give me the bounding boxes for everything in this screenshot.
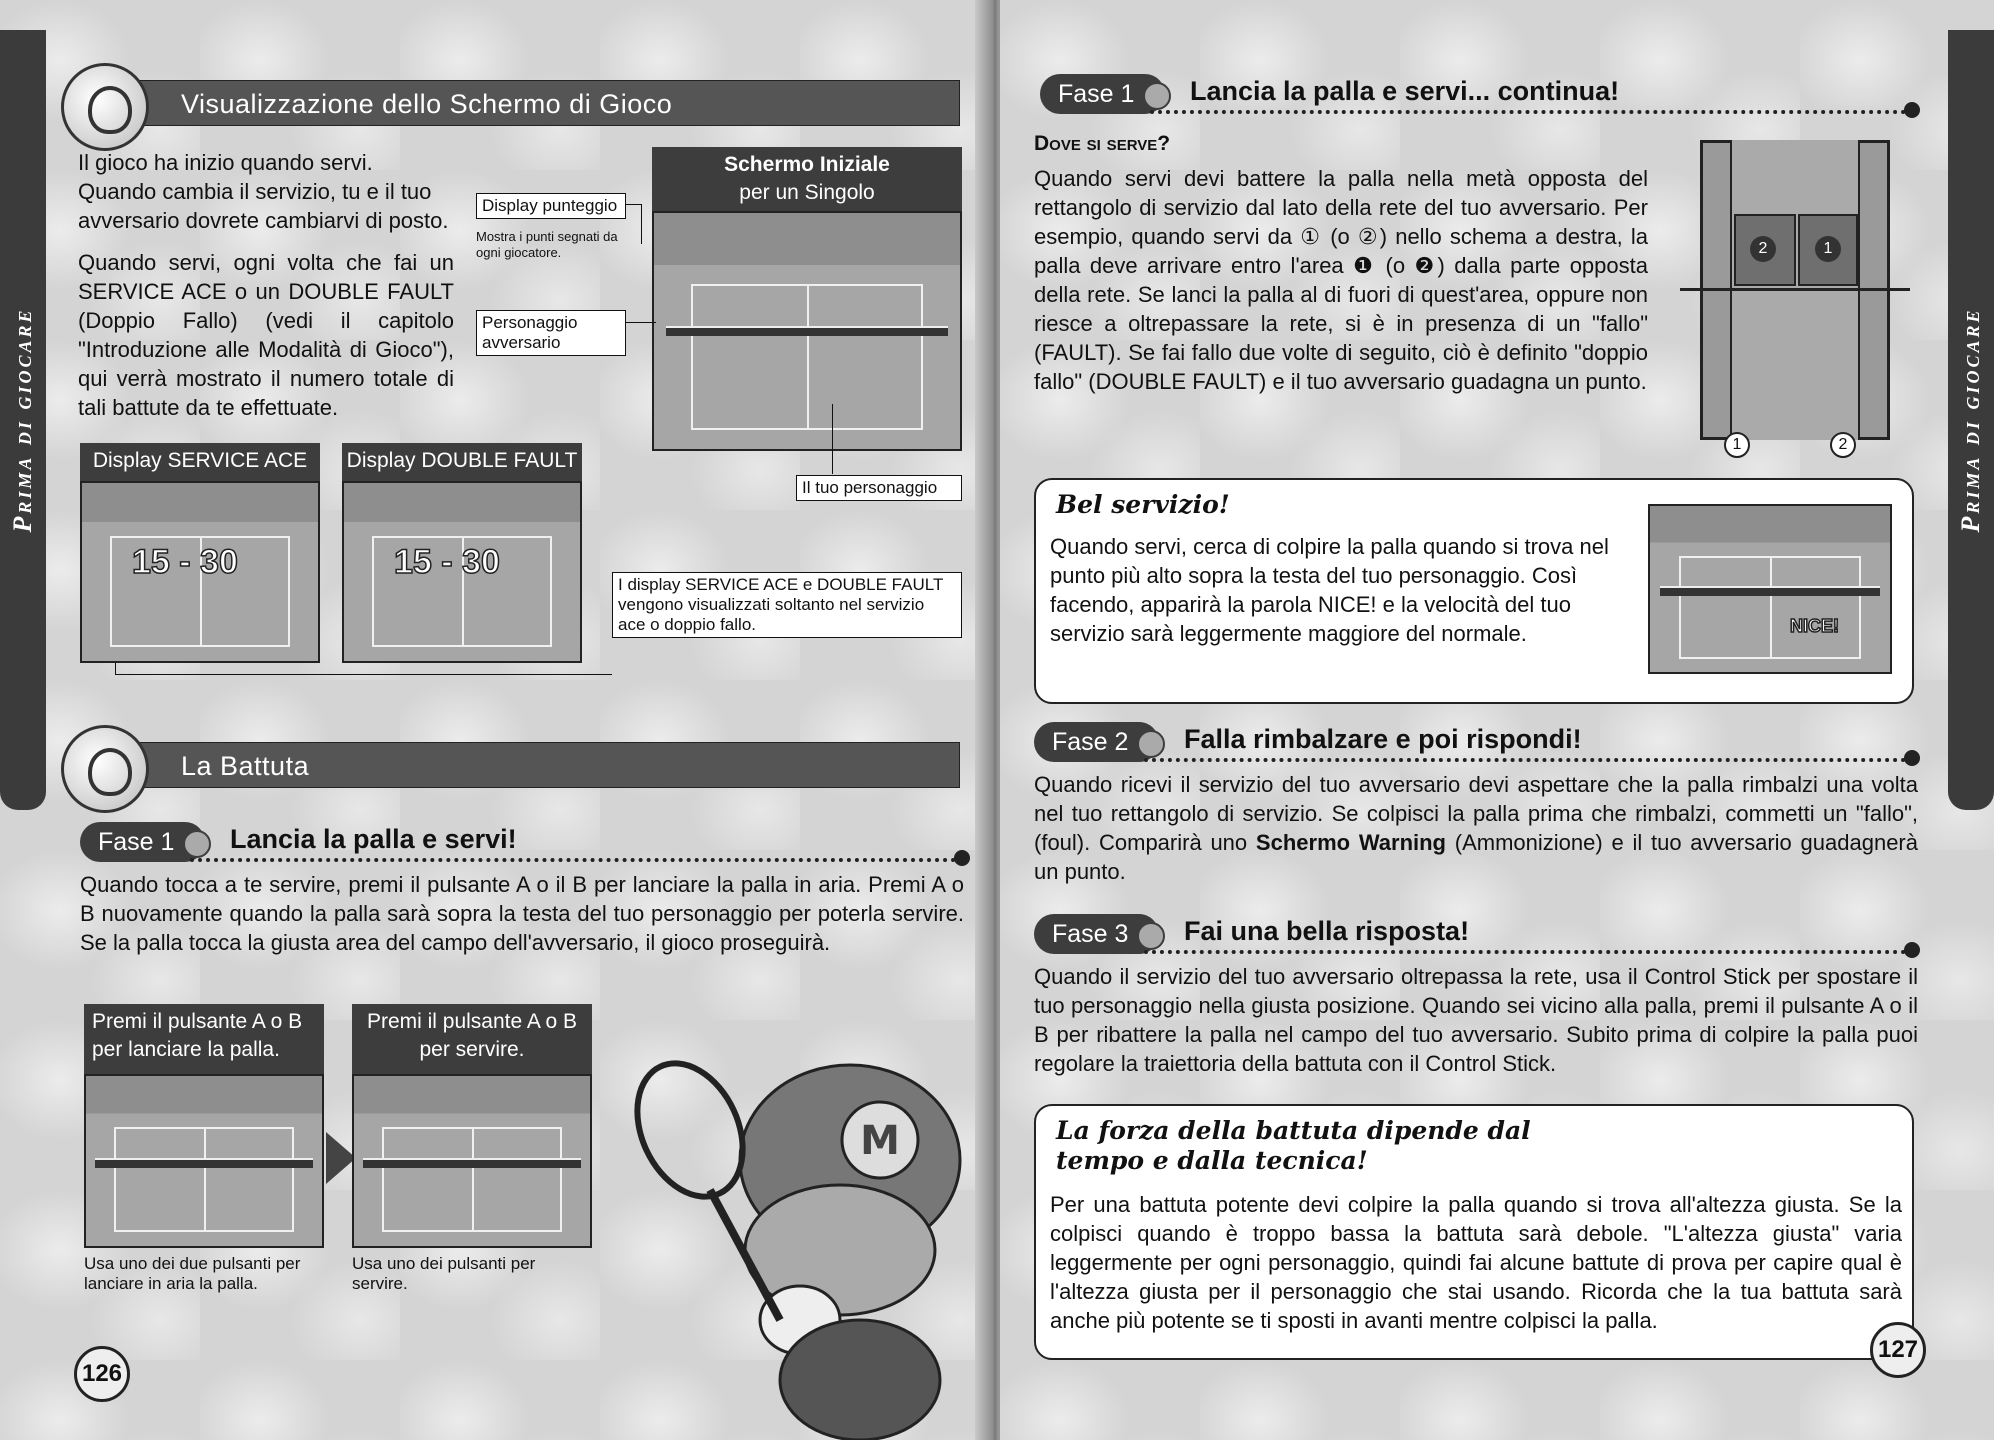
- side-tab-label: Prima di giocare: [8, 307, 37, 533]
- dotted-divider: [1144, 758, 1906, 762]
- shot2-caption: Usa uno dei pulsanti per servire.: [352, 1254, 536, 1293]
- diagram-pos-1-marker: 1: [1724, 432, 1750, 458]
- fase1-row-right: [1040, 74, 1920, 118]
- where-serve-heading: Dove si serve?: [1034, 132, 1171, 155]
- tennis-net: [666, 326, 948, 336]
- diagram-net-line: [1680, 288, 1910, 291]
- shot1-caption: Usa uno dei due pulsanti per lanciare in aria la palla.: [84, 1254, 301, 1293]
- page-number-right: 127: [1870, 1322, 1926, 1378]
- right-page: [1000, 0, 1994, 1440]
- court-lines: [114, 1127, 293, 1232]
- fase3-paragraph: Quando il servizio del tuo avversario oltrepassa la rete, usa il Control Stick per spostare il tuo personaggio nella giusta posizione. Quando sei vicino alla palla, premi il pulsante A o il B per ribattere la palla nel campo del tuo avversario. Subito prima di colpire la palla puoi regolare la traiettoria della battuta con il Control Stick.: [1034, 964, 1918, 1076]
- court-lines: [691, 284, 924, 430]
- baby-mario-illustration: [630, 1020, 975, 1440]
- intro-paragraph: Il gioco ha inizio quando servi. Quando cambia il servizio, tu e il tuo avversario dovrete cambiarvi di posto.: [78, 150, 449, 233]
- fase2-text-a: Quando ricevi il servizio del tuo avversario devi aspettare che la palla rimbalzi una volta nel tuo rettangolo di servizio. Se colpisci la palla prima che rimbalzi, commetti un "fallo", (foul). Comparirà uno: [1034, 772, 1918, 855]
- serve-paragraph: Quando tocca a te servire, premi il pulsante A o il B per lanciare la palla in aria. Premi A o B nuovamente quando la palla sarà sopra la testa del tuo personaggio per poterla servire. Se la palla tocca la giusta area del campo dell'avversario, il gioco proseguirà.: [80, 872, 964, 955]
- divider-end-dot: [1904, 102, 1920, 118]
- divider-end-dot: [1904, 750, 1920, 766]
- fault-display-screen: [342, 481, 582, 663]
- tennis-net: [1660, 586, 1881, 596]
- fase-pill: Fase 2: [1034, 722, 1159, 762]
- shot2-title: Premi il pulsante A o B per servire.: [352, 1004, 592, 1074]
- side-tab-left: [0, 30, 46, 810]
- ace-display-title: Display SERVICE ACE: [80, 443, 320, 481]
- tip-text: Per una battuta potente devi colpire la palla quando si trova all'altezza giusta. Se la colpisci quando è troppo bassa la battuta sarà debole. "L'altezza giusta" varia leggermente per ogni personaggio, quindi fai alcune battute di prova per capire qual è l'altezza giusta per il personaggio che stai usando. Ricorda che la tua battuta sarà anche più potente se ti sposti in avanti mentre colpisci la palla.: [1050, 1192, 1902, 1333]
- section-header-serve: [80, 742, 960, 788]
- fase2-row: [1034, 722, 1920, 766]
- label-score-display: Display punteggio: [476, 193, 626, 219]
- fase-title: Lancia la palla e servi... continua!: [1190, 76, 1620, 106]
- ace-display-screen: [80, 481, 320, 663]
- fase-title: Lancia la palla e servi!: [230, 824, 517, 854]
- tip-text: Quando servi, cerca di colpire la palla quando si trova nel punto più alto sopra la testa del tuo personaggio. Così facendo, apparirà la parola NICE! e la velocità del tuo servizio sarà leggermente maggiore del normale.: [1050, 534, 1609, 646]
- shot2-screen: [352, 1074, 592, 1248]
- nice-serve-screen: [1648, 504, 1892, 674]
- dotted-divider: [190, 858, 956, 862]
- label-opponent: Personaggio avversario: [476, 310, 626, 356]
- left-page: [0, 0, 985, 1440]
- ace-fault-paragraph: Quando servi, ogni volta che fai un SERVICE ACE o un DOUBLE FAULT (Doppio Fallo) (vedi il capitolo "Introduzione alle Modalità di Gioco"), qui verrà mostrato il numero totale di tali battute da te effettuate.: [78, 250, 454, 420]
- diagram-area-2-marker: 2: [1750, 236, 1776, 262]
- fase2-paragraph: [1034, 770, 1918, 886]
- tennis-racket-icon: [61, 63, 149, 151]
- section-title: Visualizzazione dello Schermo di Gioco: [181, 89, 673, 119]
- tip-title: La forza della battuta dipende dal tempo e dalla tecnica!: [1056, 1116, 1531, 1175]
- tennis-racket-icon: [61, 725, 149, 813]
- divider-end-dot: [1904, 942, 1920, 958]
- fase-title: Falla rimbalzare e poi rispondi!: [1184, 724, 1582, 754]
- fase-pill: Fase 1: [80, 822, 205, 862]
- fase-pill: Fase 3: [1034, 914, 1159, 954]
- fase-title: Fai una bella risposta!: [1184, 916, 1470, 946]
- connector-opponent: [626, 322, 656, 323]
- fase3-row: [1034, 914, 1920, 958]
- side-tab-right: [1948, 30, 1994, 810]
- main-screen-title-line2: per un Singolo: [739, 181, 875, 204]
- tennis-net: [363, 1158, 580, 1168]
- service-court-diagram: [1680, 126, 1910, 476]
- dotted-divider: [1150, 110, 1906, 114]
- fault-display-title: Display DOUBLE FAULT: [342, 443, 582, 481]
- fase1-row-left: [80, 822, 970, 866]
- display-note: I display SERVICE ACE e DOUBLE FAULT vengono visualizzati soltanto nel servizio ace o doppio fallo.: [612, 572, 962, 638]
- tip-box-power: [1034, 1104, 1914, 1360]
- fase2-text-b: (Ammonizione) e il tuo avversario guadagnerà un punto.: [1034, 830, 1918, 884]
- diagram-pos-2-marker: 2: [1830, 432, 1856, 458]
- main-screen-title: [652, 147, 962, 211]
- label-score-description: Mostra i punti segnati da ogni giocatore.: [476, 229, 618, 260]
- dotted-divider: [1144, 950, 1906, 954]
- svg-text:M: M: [860, 1118, 900, 1164]
- tip-title: Bel servizio!: [1056, 490, 1230, 519]
- tip-box-nice-serve: [1034, 478, 1914, 704]
- shot1-title: Premi il pulsante A o B per lanciare la palla.: [84, 1004, 324, 1074]
- connector-player: [832, 404, 833, 474]
- main-screen-title-line1: Schermo Iniziale: [724, 153, 890, 176]
- label-your-character: Il tuo personaggio: [796, 475, 962, 501]
- connector-displays: [115, 663, 612, 675]
- page-number-left: 126: [74, 1346, 130, 1402]
- warning-screen-term: Schermo Warning: [1255, 830, 1446, 855]
- fault-score: 15 - 30: [394, 543, 500, 581]
- diagram-area-1-marker: 1: [1815, 236, 1841, 262]
- court-lines: [1679, 556, 1861, 659]
- main-game-screen: [652, 211, 962, 451]
- side-tab-label: Prima di giocare: [1956, 307, 1985, 533]
- tennis-net: [95, 1158, 312, 1168]
- nice-label: NICE!: [1790, 616, 1839, 636]
- divider-end-dot: [954, 850, 970, 866]
- where-serve-paragraph: Quando servi devi battere la palla nella metà opposta del rettangolo di servizio dal lato della rete del tuo avversario. Per esempio, quando servi da ① (o ②) nello schema a destra, la palla deve arrivare entro l'area ❶ (o ❷) dalla parte opposta della rete. Se lanci la palla al di fuori di quest'area, oppure non riesce a oltrepassare la rete, si è in presenza di un "fallo" (FAULT). Se fai fallo due volte di seguito, ciò è definito "doppio fallo" (DOUBLE FAULT) e il tuo avversario guadagna un punto.: [1034, 166, 1648, 394]
- court-lines: [382, 1127, 561, 1232]
- connector-score: [626, 204, 642, 244]
- section-header-screen: [80, 80, 960, 126]
- fase-pill: Fase 1: [1040, 74, 1165, 114]
- section-title: La Battuta: [181, 751, 310, 781]
- shot1-screen: [84, 1074, 324, 1248]
- ace-score: 15 - 30: [132, 543, 238, 581]
